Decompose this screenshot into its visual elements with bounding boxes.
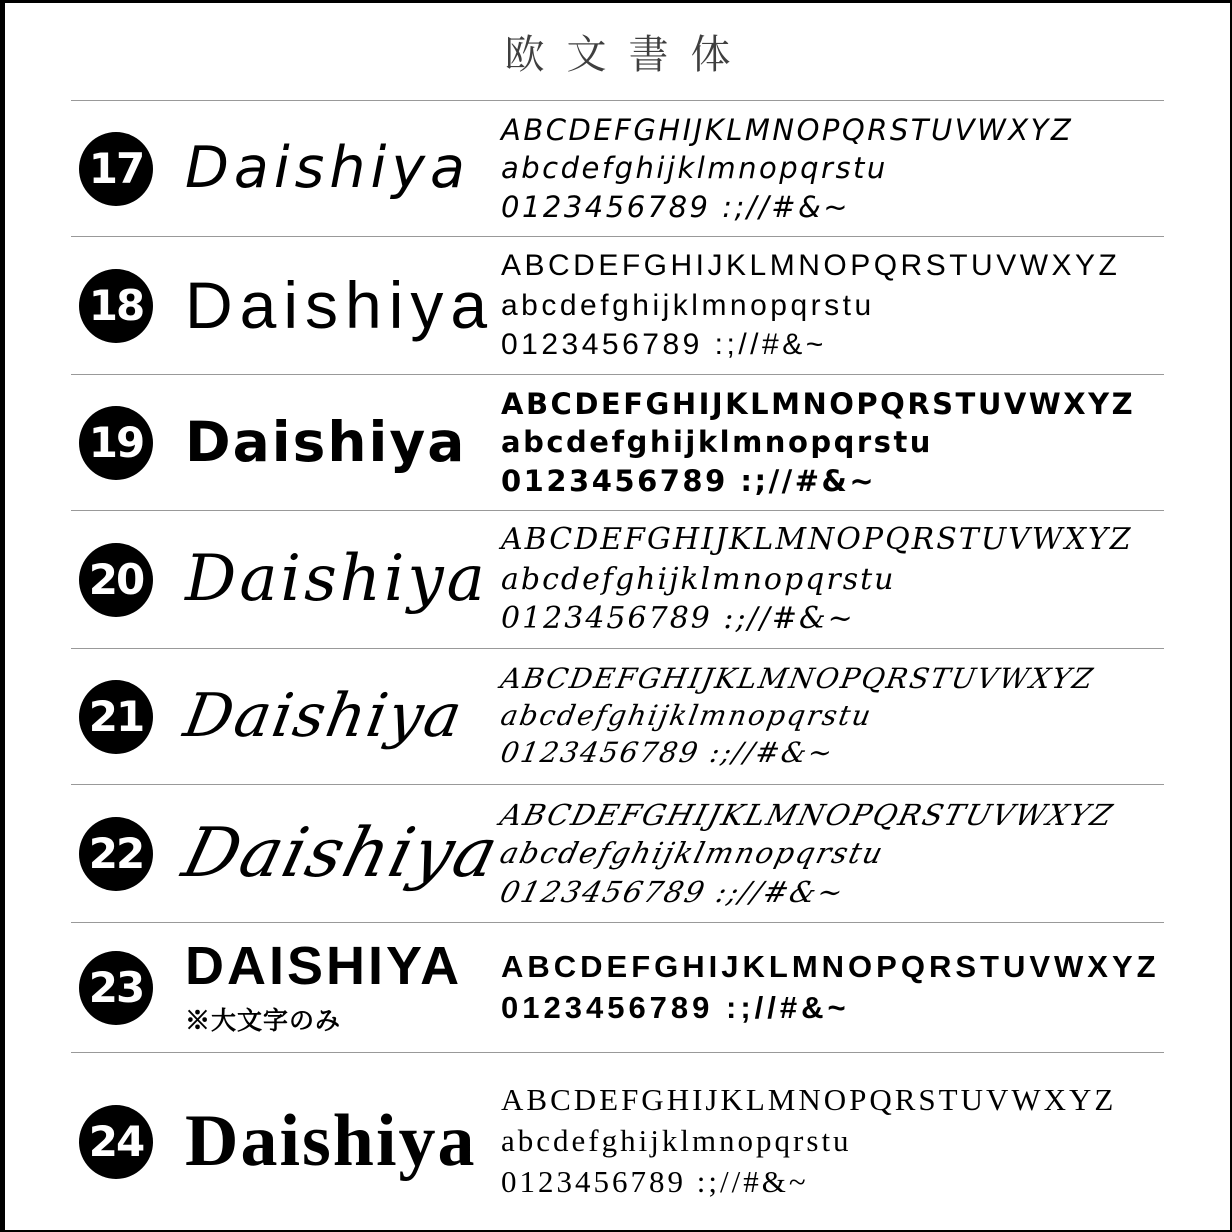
font-name-sample: Daishiya: [185, 409, 467, 474]
sample-uppercase: ABCDEFGHIJKLMNOPQRSTUVWXYZ: [501, 948, 1160, 984]
sample-uppercase: ABCDEFGHIJKLMNOPQRSTUVWXYZ: [501, 1082, 1117, 1118]
font-name-column: [185, 541, 488, 616]
row-number-badge: [79, 951, 153, 1025]
row-number-badge: [79, 132, 153, 206]
font-row-23: [71, 923, 1164, 1053]
page-content: [71, 3, 1164, 1230]
font-name-column: [185, 134, 485, 201]
font-row-17: [71, 101, 1164, 237]
sample-numerals: 0123456789 :;//#&~: [498, 735, 837, 769]
sample-uppercase: ABCDEFGHIJKLMNOPQRSTUVWXYZ: [498, 662, 1098, 696]
font-sample-column: [485, 661, 1164, 772]
font-row-21: [71, 649, 1164, 785]
sample-uppercase: ABCDEFGHIJKLMNOPQRSTUVWXYZ: [496, 798, 1118, 833]
font-row-19: [71, 375, 1164, 511]
font-name-column: [185, 267, 495, 342]
sample-lowercase: abcdefghijklmnopqrstu: [501, 1123, 852, 1159]
sample-lowercase: abcdefghijklmnopqrstu: [501, 288, 875, 322]
row-number-badge: [79, 406, 153, 480]
row-number-badge: [79, 1105, 153, 1179]
row-number: 19: [88, 417, 144, 467]
sample-numerals: 0123456789 :;//#&~: [501, 1163, 809, 1199]
font-row-24: [71, 1053, 1164, 1230]
font-name-sample: Daishiya: [185, 1099, 477, 1182]
row-number: 24: [88, 1116, 144, 1166]
row-number: 20: [88, 554, 144, 604]
sample-lowercase: abcdefghijklmnopqrstu: [501, 151, 888, 186]
sample-numerals: 0123456789 :;//#&~: [501, 601, 855, 637]
font-row-22: [71, 785, 1164, 923]
sample-lowercase: abcdefghijklmnopqrstu: [501, 425, 933, 460]
page-header: [71, 3, 1164, 101]
font-sample-column: [485, 1080, 1164, 1203]
row-number-badge: [79, 817, 153, 891]
font-name-column: [185, 409, 485, 474]
font-sample-column: [485, 111, 1164, 226]
row-number: 21: [88, 691, 144, 741]
sample-uppercase: ABCDEFGHIJKLMNOPQRSTUVWXYZ: [501, 249, 1121, 283]
row-number: 17: [88, 143, 144, 193]
font-name-sample: DAISHIYA: [185, 936, 463, 997]
sample-uppercase: ABCDEFGHIJKLMNOPQRSTUVWXYZ: [501, 387, 1136, 422]
font-name-sample: Daishiya: [185, 541, 488, 616]
uppercase-only-note: ※大文字のみ: [185, 1006, 342, 1035]
sample-numerals: 0123456789 :;//#&~: [501, 463, 877, 498]
sample-uppercase: ABCDEFGHIJKLMNOPQRSTUVWXYZ: [501, 522, 1133, 558]
sample-numerals: 0123456789 :;//#&~: [501, 189, 851, 224]
font-sample-column: [485, 796, 1164, 911]
font-sample-column: [485, 520, 1164, 639]
font-name-sample: Daishiya: [175, 813, 508, 893]
font-sample-column: [485, 947, 1164, 1029]
font-name-column: [175, 813, 508, 893]
sample-lowercase: abcdefghijklmnopqrstu: [498, 699, 876, 733]
row-number-badge: [79, 269, 153, 343]
row-number: 23: [88, 962, 144, 1012]
page-title: 欧文書体: [504, 33, 753, 77]
font-name-sample: Daishiya: [178, 681, 469, 751]
font-name-sample: Daishiya: [185, 134, 470, 201]
font-row-18: [71, 237, 1164, 375]
font-sample-column: [485, 246, 1164, 365]
row-number: 18: [88, 280, 144, 330]
font-name-column: [185, 938, 485, 1037]
font-name-column: [178, 681, 485, 751]
sample-numerals: 0123456789 :;//#&~: [501, 328, 827, 362]
sample-uppercase: ABCDEFGHIJKLMNOPQRSTUVWXYZ: [501, 113, 1074, 148]
font-row-20: [71, 511, 1164, 649]
sample-numerals: 0123456789 :;//#&~: [496, 874, 849, 909]
sample-lowercase: abcdefghijklmnopqrstu: [501, 561, 896, 597]
font-name-column: [185, 1099, 485, 1182]
row-number: 22: [88, 828, 144, 878]
sample-numerals: 0123456789 :;//#&~: [501, 989, 850, 1025]
row-number-badge: [79, 543, 153, 617]
font-name-sample: Daishiya: [185, 267, 495, 342]
font-sample-column: [485, 385, 1164, 500]
row-number-badge: [79, 680, 153, 754]
sample-lowercase: abcdefghijklmnopqrstu: [496, 836, 889, 871]
